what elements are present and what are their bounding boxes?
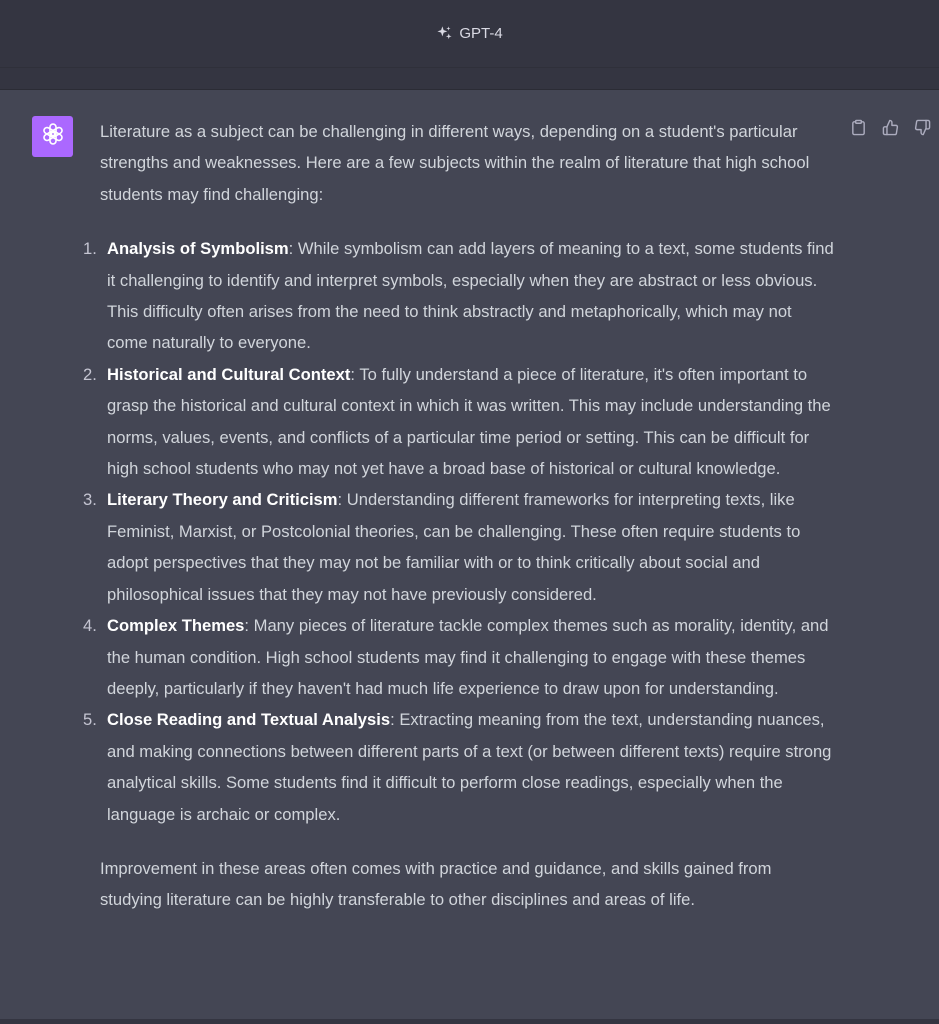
thumbs-up-button[interactable] [880, 120, 900, 140]
message-content [83, 116, 835, 916]
list-item-title: Historical and Cultural Context [107, 364, 351, 384]
list-item-title: Close Reading and Textual Analysis [107, 710, 391, 730]
list-number: 1. [83, 239, 97, 259]
list-number: 2. [83, 364, 97, 384]
list-number: 5. [83, 710, 97, 730]
model-label: GPT-4 [459, 25, 503, 42]
numbered-list [83, 233, 835, 830]
list-item [83, 610, 835, 704]
list-item [83, 233, 835, 359]
list-number: 4. [83, 616, 97, 636]
openai-logo-icon [39, 120, 67, 153]
list-item [83, 359, 835, 485]
list-item-title: Analysis of Symbolism [107, 239, 289, 259]
list-number: 3. [83, 490, 97, 510]
copy-button[interactable] [848, 120, 868, 140]
top-bar [0, 0, 939, 68]
assistant-avatar [32, 116, 73, 157]
list-item [83, 704, 835, 830]
list-item [83, 484, 835, 610]
outro-paragraph: Improvement in these areas often comes with practice and guidance, and skills gained from studying literature can be highly transferable to other disciplines and areas of life. [100, 858, 772, 910]
message-actions [848, 120, 932, 140]
thumbs-down-button[interactable] [912, 120, 932, 140]
assistant-message [0, 90, 939, 1020]
list-item-title: Literary Theory and Criticism [107, 490, 338, 510]
list-item-text: : Many pieces of literature tackle complex themes such as morality, identity, and the human condition. High school students may find it challenging to engage with these themes deeply, particularly if they haven't had much life experience to draw upon for understanding. [107, 616, 829, 698]
list-item-text: : While symbolism can add layers of meaning to a text, some students find it challenging to identify and interpret symbols, especially when they are abstract or less obvious. This difficulty often arises from the need to think abstractly and metaphorically, which may not come naturally to everyone. [107, 239, 834, 353]
copy-icon [850, 119, 867, 141]
header-gap [0, 68, 939, 90]
list-item-text: : Understanding different frameworks for interpreting texts, like Feminist, Marxist, or Postcolonial theories, can be challenging. These often require students to adopt perspectives that they may not be familiar with or to think critically about social and philosophical issues that they may not have previously considered. [107, 490, 801, 604]
bottom-edge [0, 1019, 939, 1024]
thumbs-up-icon [882, 119, 899, 141]
list-item-text: : Extracting meaning from the text, understanding nuances, and making connections between different parts of a text (or between different texts) require strong analytical skills. Some students find it difficult to perform close readings, especially when the language is archaic or complex. [107, 710, 832, 824]
list-item-title: Complex Themes [107, 616, 245, 636]
list-item-text: : To fully understand a piece of literature, it's often important to grasp the historical and cultural context in which it was written. This may include understanding the norms, values, events, and conflicts of a particular time period or setting. This can be difficult for high school students who may not yet have a broad base of historical or cultural knowledge. [107, 364, 831, 479]
sparkle-icon [436, 25, 453, 42]
thumbs-down-icon [914, 119, 931, 141]
intro-paragraph: Literature as a subject can be challenging in different ways, depending on a student's particular strengths and weaknesses. Here are a few subjects within the realm of literature that high school students may find challenging: [100, 122, 810, 204]
model-selector[interactable] [436, 25, 502, 42]
